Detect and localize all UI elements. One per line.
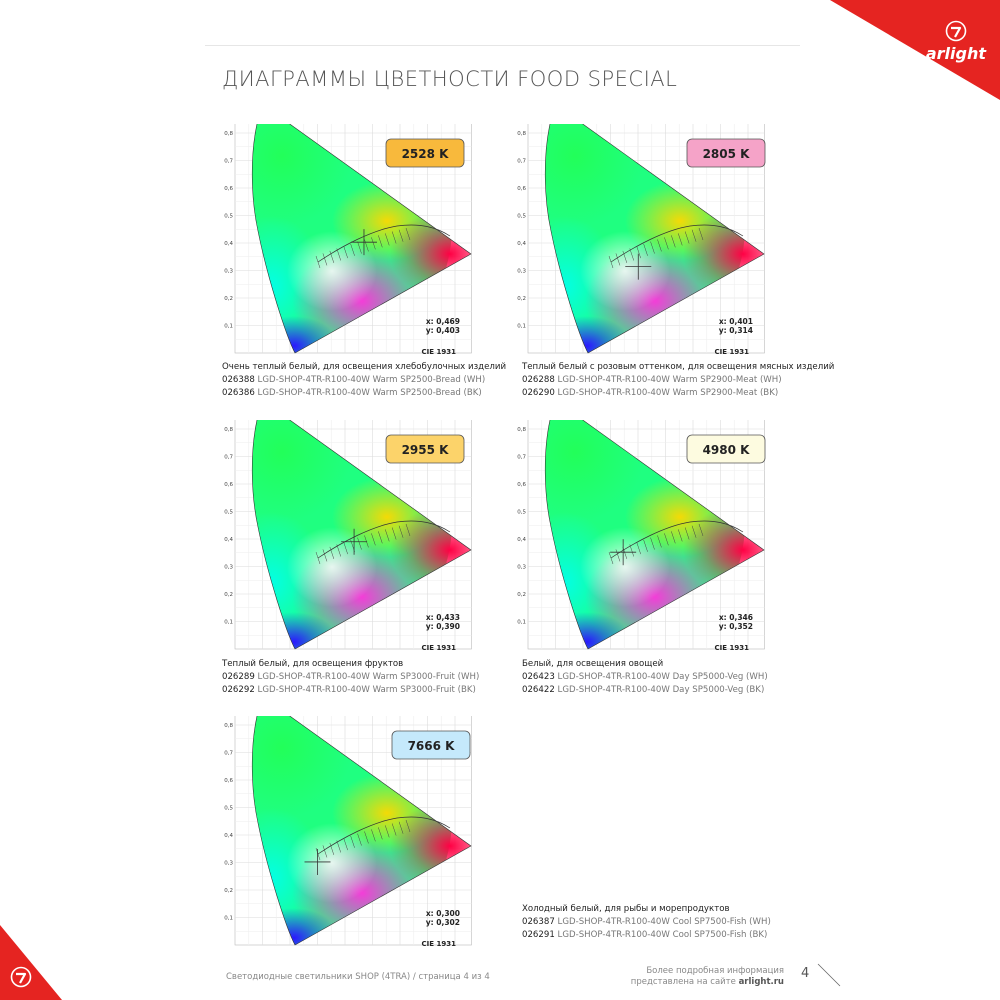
standard-label: CIE 1931: [421, 940, 456, 948]
color-region: [287, 231, 377, 311]
article-number: 026292: [222, 685, 255, 695]
coord-y: y: 0,314: [718, 326, 753, 335]
model-name: LGD-SHOP-4TR-R100-40W Warm SP2500-Bread (BK): [257, 388, 482, 398]
model-name: LGD-SHOP-4TR-R100-40W Cool SP7500-Fish (BK): [557, 930, 768, 940]
caption-description: Очень теплый белый, для освещения хлебобулочных изделий: [222, 362, 507, 372]
model-name: LGD-SHOP-4TR-R100-40W Warm SP2500-Bread (WH): [257, 375, 486, 385]
article-number: 026423: [522, 672, 555, 682]
y-tick-label: 0,4: [224, 537, 233, 543]
cct-value: 2528 K: [401, 147, 449, 161]
y-tick-label: 0,1: [517, 323, 526, 330]
chromaticity-panel-5: [222, 716, 478, 948]
color-region: [287, 527, 377, 607]
logo-mark-icon: [945, 20, 967, 42]
y-tick-label: 0,6: [224, 778, 233, 784]
y-tick-label: 0,1: [224, 323, 233, 330]
y-tick-label: 0,4: [517, 537, 526, 543]
article-number: 026290: [522, 388, 555, 398]
coord-x: x: 0,346: [718, 613, 753, 622]
y-tick-label: 0,2: [224, 592, 233, 598]
color-region: [580, 231, 670, 311]
caption-description: Белый, для освещения овощей: [522, 659, 664, 669]
y-tick-label: 0,5: [517, 213, 526, 220]
arlight-logo[interactable]: [926, 20, 986, 63]
model-name: LGD-SHOP-4TR-R100-40W Day SP5000-Veg (BK): [557, 685, 765, 695]
y-tick-label: 0,5: [224, 509, 233, 516]
y-tick-label: 0,1: [517, 619, 526, 626]
model-name: LGD-SHOP-4TR-R100-40W Warm SP2900-Meat (WH): [557, 375, 782, 385]
article-number: 026288: [522, 375, 555, 385]
y-tick-label: 0,2: [517, 296, 526, 302]
cct-value: 4980 K: [702, 443, 750, 457]
caption-4: [522, 658, 768, 697]
y-tick-label: 0,2: [224, 296, 233, 302]
y-tick-label: 0,7: [517, 158, 526, 165]
standard-label: CIE 1931: [714, 348, 749, 356]
y-tick-label: 0,6: [224, 482, 233, 488]
y-tick-label: 0,1: [224, 619, 233, 626]
model-name: LGD-SHOP-4TR-R100-40W Day SP5000-Veg (WH): [557, 672, 768, 682]
y-tick-label: 0,5: [517, 509, 526, 516]
cct-value: 2955 K: [401, 443, 449, 457]
y-tick-label: 0,4: [224, 241, 233, 247]
y-tick-label: 0,8: [517, 427, 526, 433]
article-number: 026388: [222, 375, 255, 385]
y-tick-label: 0,3: [517, 564, 526, 571]
caption-2: [522, 361, 834, 400]
cie-diagram: [222, 420, 478, 652]
footer-document-info: Светодиодные светильники SHOP (4TRA) / страница 4 из 4: [226, 972, 490, 982]
model-name: LGD-SHOP-4TR-R100-40W Warm SP3000-Fruit (WH): [257, 672, 480, 682]
article-number: 026386: [222, 388, 255, 398]
chromaticity-panel-3: [222, 420, 478, 652]
standard-label: CIE 1931: [714, 644, 749, 652]
article-number: 026387: [522, 917, 555, 927]
y-tick-label: 0,4: [517, 241, 526, 247]
color-region: [287, 823, 377, 903]
coord-x: x: 0,401: [718, 317, 753, 326]
y-tick-label: 0,3: [224, 860, 233, 867]
footer-more-info-line2: представлена на сайте: [630, 977, 739, 987]
caption-description: Теплый белый, для освещения фруктов: [222, 659, 404, 669]
y-tick-label: 0,6: [224, 186, 233, 192]
y-tick-label: 0,7: [224, 454, 233, 461]
header-divider: [205, 45, 800, 46]
y-tick-label: 0,3: [224, 564, 233, 571]
model-name: LGD-SHOP-4TR-R100-40W Warm SP2900-Meat (BK): [557, 388, 779, 398]
article-number: 026291: [522, 930, 555, 940]
cct-value: 2805 K: [702, 147, 750, 161]
y-tick-label: 0,8: [224, 723, 233, 729]
coord-y: y: 0,390: [425, 622, 460, 631]
standard-label: CIE 1931: [421, 348, 456, 356]
y-tick-label: 0,6: [517, 482, 526, 488]
y-tick-label: 0,2: [517, 592, 526, 598]
cct-value: 7666 K: [407, 739, 455, 753]
chromaticity-panel-1: [222, 124, 478, 356]
standard-label: CIE 1931: [421, 644, 456, 652]
coord-x: x: 0,433: [425, 613, 460, 622]
y-tick-label: 0,2: [224, 888, 233, 894]
chromaticity-panel-2: [515, 124, 771, 356]
chromaticity-panel-4: [515, 420, 771, 652]
y-tick-label: 0,1: [224, 915, 233, 922]
coord-x: x: 0,300: [425, 909, 460, 918]
coord-y: y: 0,403: [425, 326, 460, 335]
cie-diagram: [222, 716, 478, 948]
y-tick-label: 0,8: [517, 131, 526, 137]
logo-mark-icon: [10, 966, 32, 988]
coord-y: y: 0,302: [425, 918, 460, 927]
page-number: 4: [801, 966, 810, 981]
y-tick-label: 0,3: [517, 268, 526, 275]
footer-more-info: [631, 966, 784, 988]
article-number: 026289: [222, 672, 255, 682]
cie-diagram: [222, 124, 478, 356]
corner-banner-bottom: [0, 925, 62, 1000]
caption-5: [522, 903, 771, 942]
brand-name: arlight: [925, 44, 986, 63]
site-link[interactable]: arlight.ru: [738, 977, 784, 987]
y-tick-label: 0,4: [224, 833, 233, 839]
caption-description: Теплый белый с розовым оттенком, для освещения мясных изделий: [522, 362, 835, 372]
caption-1: [222, 361, 506, 400]
caption-3: [222, 658, 479, 697]
model-name: LGD-SHOP-4TR-R100-40W Cool SP7500-Fish (WH): [557, 917, 771, 927]
article-number: 026422: [522, 685, 555, 695]
page-corner-slash-icon: [816, 962, 842, 988]
footer-more-info-line1: Более подробная информация: [646, 966, 784, 976]
page-title: ДИАГРАММЫ ЦВЕТНОСТИ FOOD SPECIAL: [222, 67, 678, 91]
cie-diagram: [515, 124, 771, 356]
coord-y: y: 0,352: [718, 622, 753, 631]
y-tick-label: 0,5: [224, 805, 233, 812]
y-tick-label: 0,6: [517, 186, 526, 192]
y-tick-label: 0,7: [224, 158, 233, 165]
y-tick-label: 0,3: [224, 268, 233, 275]
y-tick-label: 0,8: [224, 427, 233, 433]
caption-description: Холодный белый, для рыбы и морепродуктов: [522, 904, 730, 914]
coord-x: x: 0,469: [425, 317, 460, 326]
y-tick-label: 0,7: [224, 750, 233, 757]
model-name: LGD-SHOP-4TR-R100-40W Warm SP3000-Fruit (BK): [257, 685, 476, 695]
color-region: [580, 527, 670, 607]
y-tick-label: 0,5: [224, 213, 233, 220]
y-tick-label: 0,8: [224, 131, 233, 137]
y-tick-label: 0,7: [517, 454, 526, 461]
cie-diagram: [515, 420, 771, 652]
